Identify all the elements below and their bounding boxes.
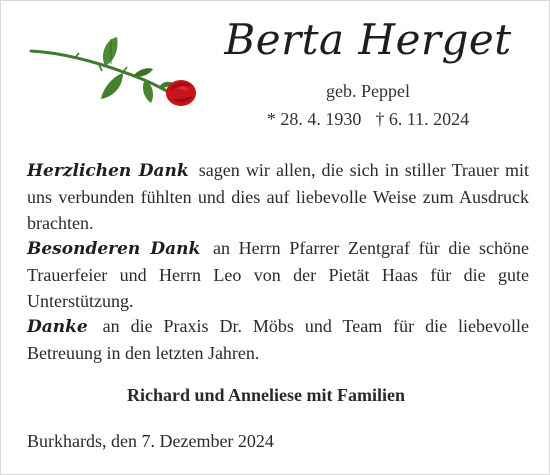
- death-date: † 6. 11. 2024: [375, 109, 470, 129]
- family-signature: Richard und Anneliese mit Familien: [126, 385, 405, 405]
- thanks-lead-3: Danke: [27, 317, 88, 337]
- place-and-date: Burkhards, den 7. Dezember 2024: [27, 431, 274, 451]
- thanks-paragraph-3: [27, 313, 529, 366]
- thanks-lead-2: Besonderen Dank: [27, 239, 201, 259]
- thanks-text-3: an die Praxis Dr. Möbs und Team für die liebevolle Betreuung in den letzten Jahren.: [27, 316, 529, 363]
- thanks-paragraph-2: [27, 235, 529, 314]
- birth-date: * 28. 4. 1930: [266, 109, 362, 129]
- thanks-text-1: sagen wir allen, die sich in stiller Trauer mit uns verbunden fühlten und dies auf liebevolle Weise zum Ausdruck brachten.: [27, 160, 529, 233]
- maiden-name: geb. Peppel: [326, 81, 410, 101]
- deceased-name: Berta Herget: [224, 15, 512, 64]
- red-rose-icon: [27, 31, 197, 111]
- life-dates: [223, 109, 513, 130]
- thanks-paragraph-1: [27, 157, 529, 236]
- thanks-lead-1: Herzlichen Dank: [27, 161, 189, 181]
- thanks-text-2: an Herrn Pfarrer Zentgraf für die schöne Trauerfeier und Herrn Leo von der Pietät Haas für die gute Unterstützung.: [27, 238, 530, 311]
